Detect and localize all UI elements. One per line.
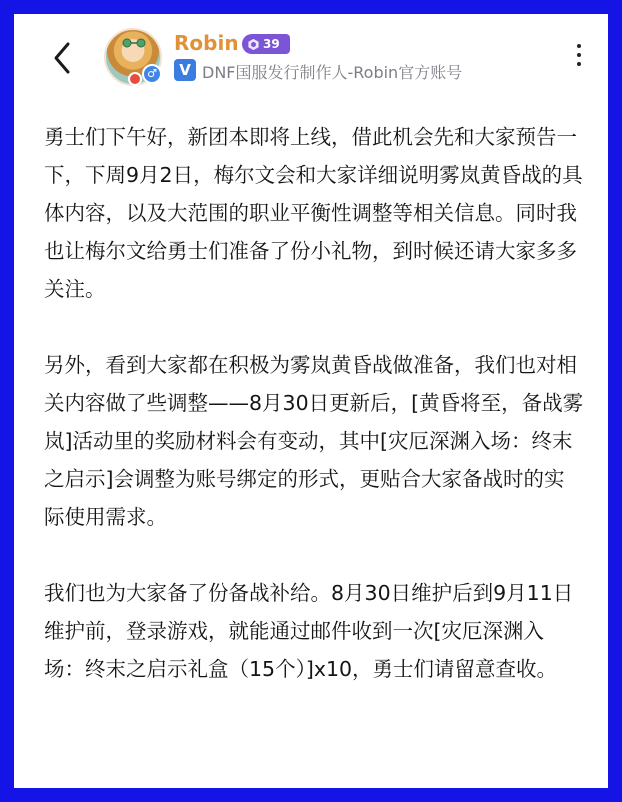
more-vertical-icon <box>577 44 581 48</box>
more-options-button[interactable] <box>572 41 586 71</box>
verified-badge-icon: V <box>174 59 196 81</box>
level-number: 39 <box>263 37 280 51</box>
male-gender-icon: ♂ <box>142 64 162 84</box>
post-header <box>14 14 608 100</box>
username[interactable]: Robin <box>174 31 239 55</box>
paragraph-2: 另外，看到大家都在积极为雾岚黄昏战做准备，我们也对相关内容做了些调整——8月30日更新后，[黄昏将至，备战雾岚]活动里的奖励材料会有变动，其中[灾厄深渊入场：终末之启示]会调整为账号绑定的形式，更贴合大家备战时的实际使用需求。 <box>44 353 584 529</box>
status-dot <box>128 72 142 86</box>
post-body <box>44 118 584 726</box>
level-badge <box>242 34 290 54</box>
paragraph-1: 勇士们下午好，新团本即将上线，借此机会先和大家预告一下，下周9月2日，梅尔文会和大家详细说明雾岚黄昏战的具体内容，以及大范围的职业平衡性调整等相关信息。同时我也让梅尔文给勇士们准备了份小礼物，到时候还请大家多多关注。 <box>44 125 583 301</box>
account-description: DNF国服发行制作人-Robin官方账号 <box>202 63 463 82</box>
more-vertical-icon-dot <box>577 53 581 57</box>
more-vertical-icon-dot <box>577 62 581 66</box>
chevron-left-icon <box>48 38 78 78</box>
glasses-icon <box>120 38 148 48</box>
back-button[interactable] <box>48 38 78 78</box>
screen-frame <box>14 14 608 788</box>
hexagon-icon <box>247 38 260 51</box>
paragraph-3: 我们也为大家备了份备战补给。8月30日维护后到9月11日维护前，登录游戏，就能通过邮件收到一次[灾厄深渊入场：终末之启示礼盒（15个）]x10，勇士们请留意查收。 <box>44 581 574 681</box>
